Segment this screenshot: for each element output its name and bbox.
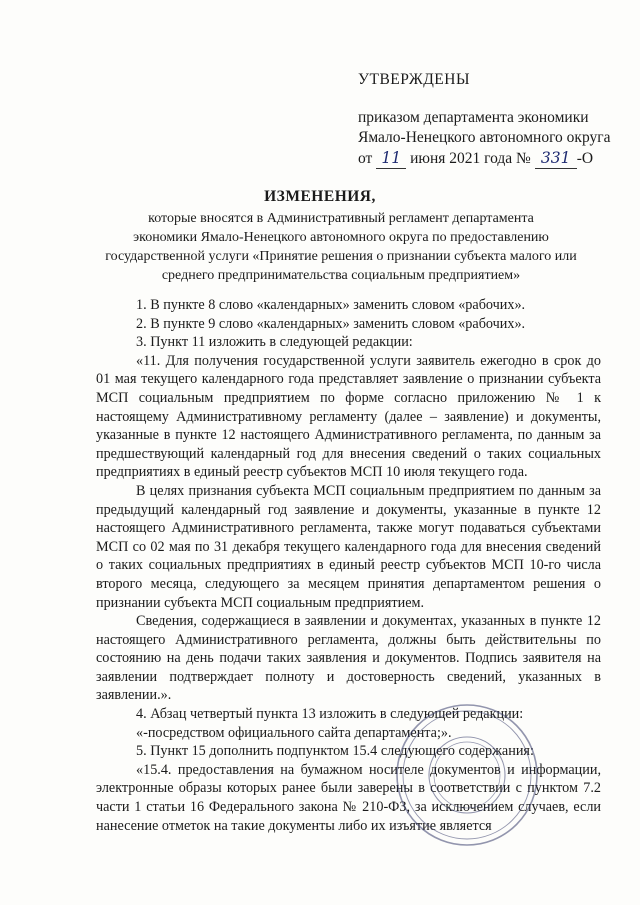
official-stamp [392,700,542,850]
approval-date-middle: июня 2021 года № [410,150,531,167]
paragraph: 2. В пункте 9 слово «календарных» заменить словом «рабочих». [136,315,526,332]
paragraph: 5. Пункт 15 дополнить подпунктом 15.4 следующего содержания: [136,743,534,760]
approval-line-2: Ямало-Ненецкого автономного округа [358,129,611,146]
approval-order-number: 331 [535,148,577,169]
approval-block [358,70,628,169]
stamp-seal-icon [392,700,542,850]
paragraph: «-посредством официального сайта департамента;». [136,724,452,741]
approval-date-line [358,148,628,169]
subtitle-line: которые вносятся в Административный регламент департамента [148,211,534,226]
paragraph: 4. Абзац четвертый пункта 13 изложить в следующей редакции: [136,706,524,723]
paragraph: В целях признания субъекта МСП социальным предприятием по данным за предыдущий календарный год заявление и документы, указанные в пункте 12 настоящего Административного регламента, также могут подаваться субъектами МСП со 02 мая по 31 декабря текущего календарного года для внесения сведений о таких социальных предприятиях в единый реестр субъектов МСП 10-го числа второго месяца, следующего за месяцем принятия департаментом решения о признании субъекта МСП социальным предприятием. [96,482,601,611]
subtitle-line: среднего предпринимательства социальным предприятием» [161,268,521,283]
approval-date-prefix: от [358,150,373,167]
paragraph: «11. Для получения государственной услуги заявитель ежегодно в срок до 01 мая текущего календарного года представляет заявление о признании субъекта МСП социальным предприятием по форме согласно приложению № 1 к настоящему Административному регламенту (далее – заявление) и документы, указанные в пункте 12 настоящего Административного регламента, по данным за предшествующий календарный год для внесения сведений о таких социальных предприятиях в единый реестр субъектов МСП 10 июля текущего года. [96,352,601,481]
approval-order-suffix: -О [576,150,594,167]
document-subtitle [96,209,586,285]
document-title: ИЗМЕНЕНИЯ, [264,188,376,205]
subtitle-line: государственной услуги «Принятие решения о признании субъекта малого или [105,249,577,264]
paragraph: 1. В пункте 8 слово «календарных» заменить словом «рабочих». [136,297,526,313]
approval-line-1: приказом департамента экономики [358,109,589,126]
approval-heading: УТВЕРЖДЕНЫ [358,71,470,88]
paragraph: «15.4. предоставления на бумажном носителе документов и информации, электронные образы которых ранее были заверены в соответствии с пунктом 7.2 части 1 статьи 16 Федерального закона № 210-ФЗ, за исключением случаев, если нанесение отметок на такие документы либо их изъятие является [96,761,601,834]
paragraph: Сведения, содержащиеся в заявлении и документах, указанных в пункте 12 настоящего Административного регламента, должны быть действительны по состоянию на день подачи таких заявления и документов. Подпись заявителя на заявлении подтверждает полноту и достоверность сведений, указанных в заявлении.». [96,613,601,704]
approval-date-day: 11 [376,148,406,169]
paragraph: 3. Пункт 11 изложить в следующей редакции: [136,334,413,351]
subtitle-line: экономики Ямало-Ненецкого автономного округа по предоставлению [133,230,549,245]
